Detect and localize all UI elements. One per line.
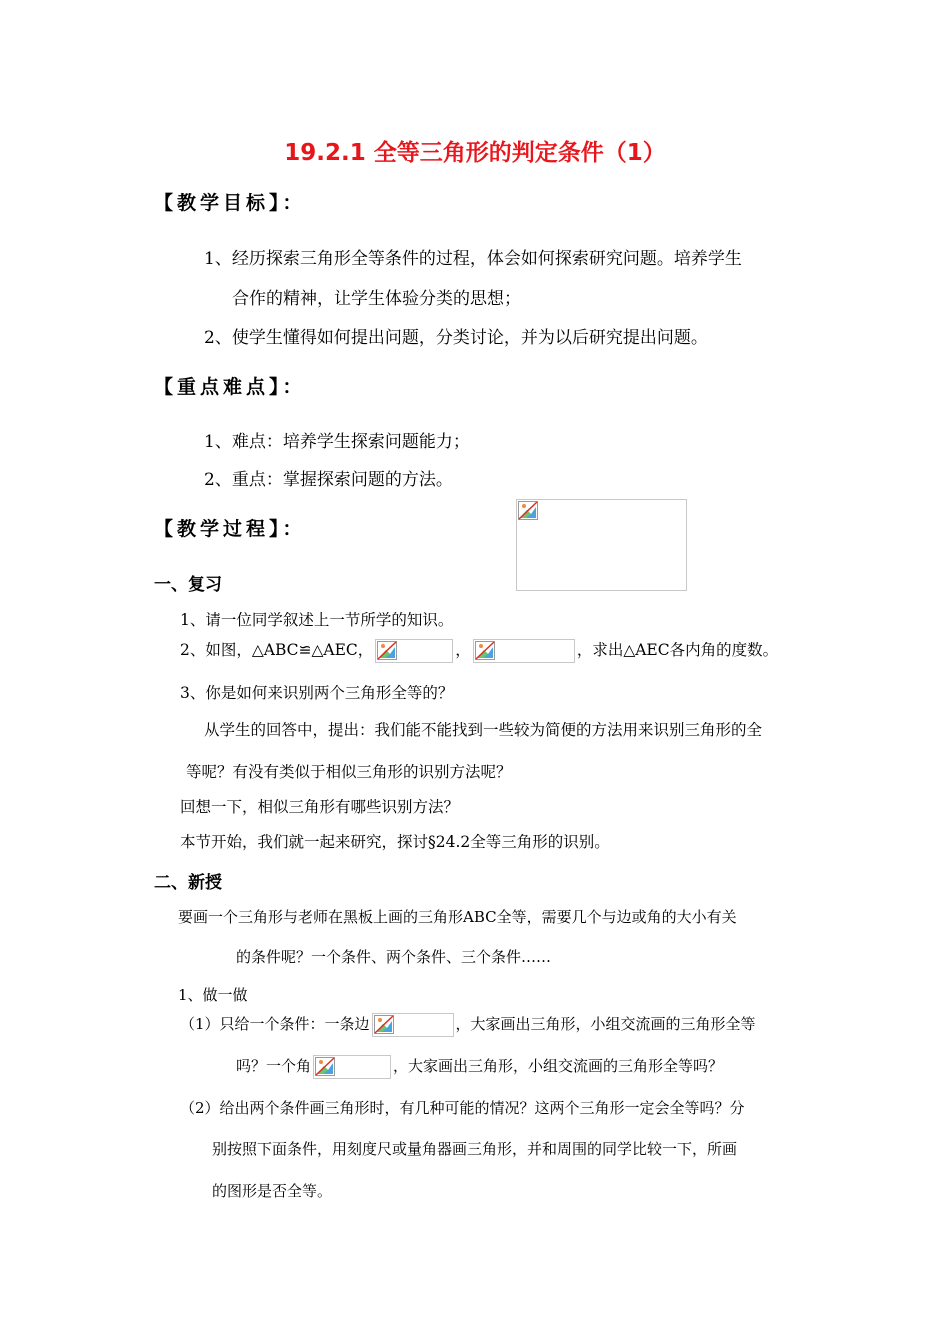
broken-image-icon: [374, 1015, 394, 1034]
condition-1-line-1: [180, 1013, 756, 1037]
review-paragraph-1-line-2: 等呢？有没有类似于相似三角形的识别方法呢？: [186, 763, 512, 781]
objective-1-line-1: 1、经历探索三角形全等条件的过程，体会如何探索研究问题。培养学生: [204, 249, 742, 269]
condition-1-angle-text: 吗？一个角: [236, 1057, 312, 1075]
review-question-3: 3、你是如何来识别两个三角形全等的？: [180, 684, 454, 702]
review-question-2-text: 2、如图，△ABC≌△AEC，: [180, 641, 374, 659]
activity-label: 1、做一做: [178, 986, 248, 1004]
difficulty-point: 1、难点：培养学生探索问题能力；: [204, 432, 470, 452]
objectives-heading: 【教学目标】：: [154, 192, 306, 214]
condition-1-tail: ，大家画出三角形，小组交流画的三角形全等: [455, 1015, 756, 1033]
new-lesson-intro-line-1: 要画一个三角形与老师在黑板上画的三角形ABC全等，需要几个与边或角的大小有关: [178, 908, 737, 926]
condition-2-line-2: 别按照下面条件，用刻度尺或量角器画三角形，并和周围的同学比较一下，所画: [212, 1140, 738, 1158]
key-point: 2、重点：掌握探索问题的方法。: [204, 470, 453, 490]
review-question-2: [180, 638, 778, 663]
review-question-2-tail: ，求出△AEC各内角的度数。: [576, 641, 779, 659]
review-heading: 一、复习: [154, 575, 222, 595]
broken-image-icon: [518, 501, 538, 520]
review-paragraph-1-line-1: 从学生的回答中，提出：我们能不能找到一些较为简便的方法用来识别三角形的全: [204, 721, 763, 739]
condition-1-line-2: [236, 1055, 723, 1079]
condition-2-line-1: （2）给出两个条件画三角形时，有几种可能的情况？这两个三角形一定会全等吗？分: [180, 1099, 745, 1117]
new-lesson-intro-line-2: 的条件呢？一个条件、两个条件、三个条件……: [236, 948, 552, 966]
broken-image-icon: [475, 641, 495, 660]
keypoints-heading: 【重点难点】：: [154, 376, 306, 398]
process-heading: 【教学过程】：: [154, 518, 306, 540]
comma-separator: ，: [455, 641, 471, 659]
document-title: 19.2.1 全等三角形的判定条件（1）: [284, 140, 666, 166]
review-paragraph-2: 回想一下，相似三角形有哪些识别方法？: [180, 798, 460, 816]
condition-1-text: （1）只给一个条件：一条边: [180, 1015, 370, 1033]
broken-image-icon: [315, 1057, 335, 1076]
objective-2: 2、使学生懂得如何提出问题，分类讨论，并为以后研究提出问题。: [204, 328, 708, 348]
review-paragraph-3: 本节开始，我们就一起来研究，探讨§24.2全等三角形的识别。: [180, 833, 610, 851]
triangle-figure: [516, 499, 687, 591]
angle-formula-image-3: [313, 1055, 391, 1079]
side-formula-image: [372, 1013, 454, 1037]
review-question-1: 1、请一位同学叙述上一节所学的知识。: [180, 611, 454, 629]
objective-1-line-2: 合作的精神，让学生体验分类的思想；: [232, 289, 521, 309]
broken-image-icon: [377, 641, 397, 660]
condition-2-line-3: 的图形是否全等。: [212, 1182, 333, 1200]
angle-formula-image-1: [375, 639, 453, 663]
new-lesson-heading: 二、新授: [154, 873, 222, 893]
angle-formula-image-2: [473, 639, 575, 663]
condition-1-angle-tail: ，大家画出三角形，小组交流画的三角形全等吗？: [393, 1057, 724, 1075]
